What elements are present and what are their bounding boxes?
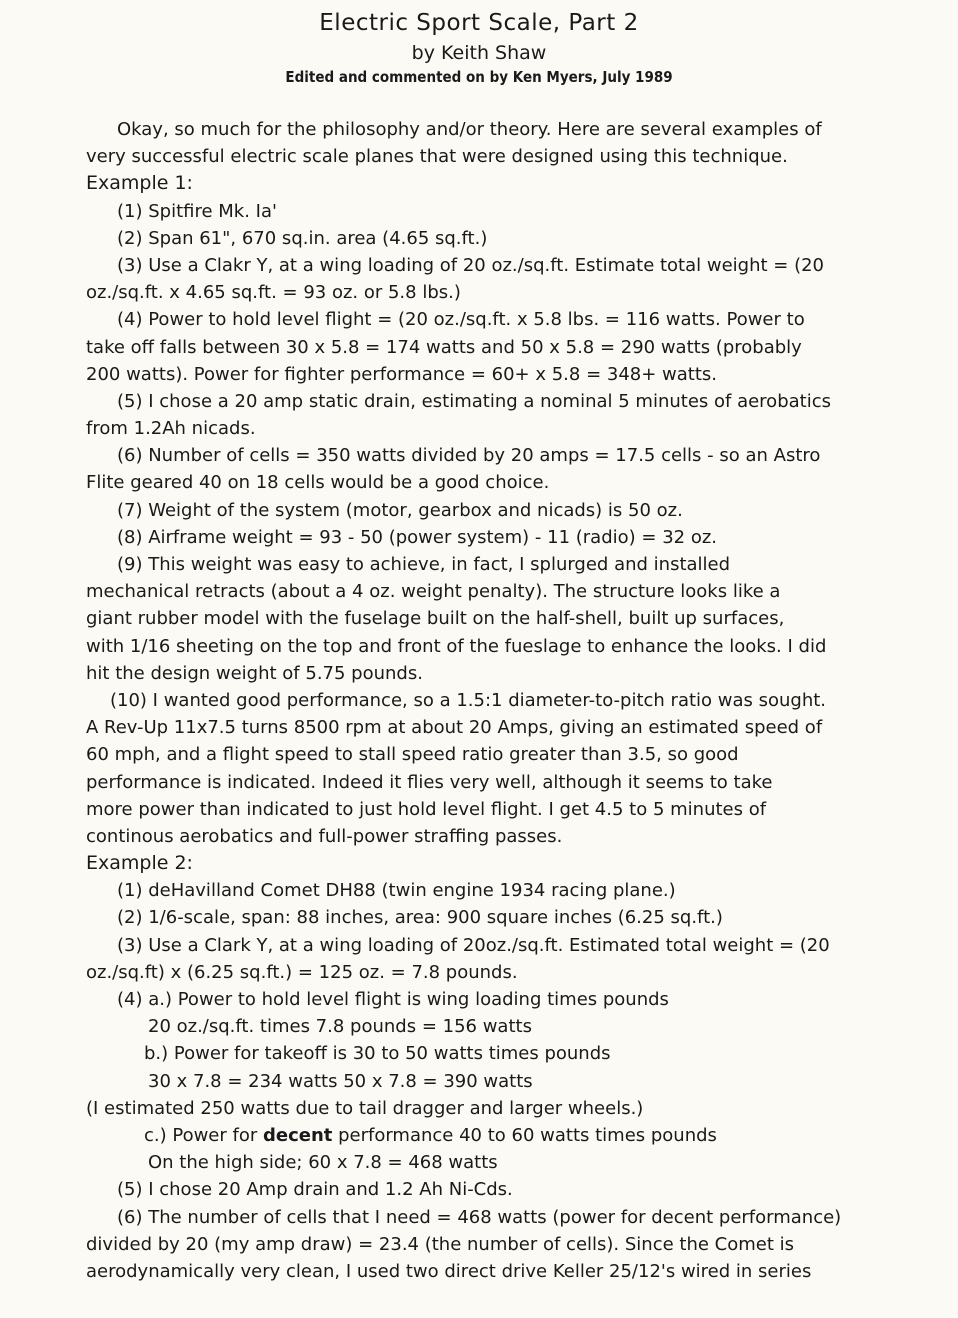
article-title: Electric Sport Scale, Part 2 bbox=[319, 10, 639, 36]
text-line bbox=[86, 306, 886, 333]
text-line bbox=[86, 442, 886, 469]
line-text: 30 x 7.8 = 234 watts 50 x 7.8 = 390 watts bbox=[148, 1070, 533, 1092]
line-text: with 1/16 sheeting on the top and front of the fueslage to enhance the looks. I did bbox=[86, 635, 827, 657]
text-line bbox=[86, 361, 886, 388]
text-line bbox=[86, 741, 886, 768]
text-line bbox=[86, 279, 886, 306]
text-line bbox=[86, 796, 886, 823]
text-line bbox=[86, 388, 886, 415]
line-text: (7) Weight of the system (motor, gearbox and nicads) is 50 oz. bbox=[117, 499, 683, 521]
line-text: oz./sq.ft) x (6.25 sq.ft.) = 125 oz. = 7.8 pounds. bbox=[86, 961, 518, 983]
text-line bbox=[86, 1068, 886, 1095]
line-text: (5) I chose 20 Amp drain and 1.2 Ah Ni-Cds. bbox=[117, 1179, 513, 1201]
article-byline: by Keith Shaw bbox=[411, 42, 547, 64]
line-text: (1) Spitfire Mk. Ia' bbox=[117, 200, 277, 222]
text-line bbox=[86, 823, 886, 850]
line-text: very successful electric scale planes that were designed using this technique. bbox=[86, 146, 788, 168]
line-text: A Rev-Up 11x7.5 turns 8500 rpm at about 20 Amps, giving an estimated speed of bbox=[86, 717, 823, 739]
line-text: 20 oz./sq.ft. times 7.8 pounds = 156 watts bbox=[148, 1016, 532, 1038]
line-text: Example 2: bbox=[86, 852, 193, 875]
line-text: (1) deHavilland Comet DH88 (twin engine 1934 racing plane.) bbox=[117, 880, 676, 902]
text-line bbox=[86, 1122, 886, 1149]
line-text: (9) This weight was easy to achieve, in fact, I splurged and installed bbox=[117, 554, 731, 575]
text-line bbox=[86, 198, 886, 225]
text-line bbox=[86, 687, 886, 714]
line-text: On the high side; 60 x 7.8 = 468 watts bbox=[148, 1152, 498, 1174]
line-text: more power than indicated to just hold level flight. I get 4.5 to 5 minutes of bbox=[86, 798, 767, 820]
text-line bbox=[86, 904, 886, 931]
line-text: take off falls between 30 x 5.8 = 174 watts and 50 x 5.8 = 290 watts (probably bbox=[86, 336, 802, 358]
text-line bbox=[86, 1013, 886, 1040]
text-line bbox=[86, 1231, 886, 1258]
line-text: (3) Use a Clakr Y, at a wing loading of 20 oz./sq.ft. Estimate total weight = (20 bbox=[117, 254, 825, 276]
text-line bbox=[86, 959, 886, 986]
text-line bbox=[86, 1040, 886, 1067]
text-line bbox=[86, 578, 886, 605]
line-text: aerodynamically very clean, I used two direct drive Keller 25/12's wired in series bbox=[86, 1260, 812, 1282]
line-text: (6) The number of cells that I need = 468 watts (power for decent performance) bbox=[117, 1206, 842, 1228]
text-line bbox=[86, 1204, 886, 1231]
line-text: divided by 20 (my amp draw) = 23.4 (the number of cells). Since the Comet is bbox=[86, 1233, 795, 1255]
emphasized-word: decent bbox=[262, 1124, 333, 1146]
line-text: performance is indicated. Indeed it flies very well, although it seems to take bbox=[86, 771, 773, 793]
text-line bbox=[86, 1258, 886, 1285]
text-line bbox=[86, 932, 886, 959]
line-text: mechanical retracts (about a 4 oz. weight penalty). The structure looks like a bbox=[86, 581, 781, 603]
text-line bbox=[86, 334, 886, 361]
text-line bbox=[86, 1095, 886, 1122]
section-heading bbox=[86, 170, 886, 197]
article-body bbox=[86, 116, 886, 1285]
text-line bbox=[86, 660, 886, 687]
text-line bbox=[86, 714, 886, 741]
line-text: (3) Use a Clark Y, at a wing loading of 20oz./sq.ft. Estimated total weight = (20 bbox=[117, 934, 830, 956]
line-text: Example 1: bbox=[86, 172, 193, 195]
line-text: c.) Power for bbox=[144, 1124, 263, 1146]
text-line bbox=[86, 877, 886, 904]
line-text: (5) I chose a 20 amp static drain, estimating a nominal 5 minutes of aerobatics bbox=[117, 390, 831, 412]
line-text: oz./sq.ft. x 4.65 sq.ft. = 93 oz. or 5.8 lbs.) bbox=[86, 282, 461, 304]
text-line bbox=[86, 1176, 886, 1203]
edited-note: Edited and commented on by Ken Myers, July 1989 bbox=[285, 68, 673, 86]
line-text: Okay, so much for the philosophy and/or theory. Here are several examples of bbox=[117, 119, 822, 140]
text-line bbox=[86, 605, 886, 632]
line-text: (I estimated 250 watts due to tail dragger and larger wheels.) bbox=[86, 1097, 644, 1119]
line-text: 200 watts). Power for fighter performance = 60+ x 5.8 = 348+ watts. bbox=[86, 363, 717, 385]
text-line bbox=[86, 769, 886, 796]
line-text: b.) Power for takeoff is 30 to 50 watts times pounds bbox=[144, 1043, 611, 1065]
line-text: (2) 1/6-scale, span: 88 inches, area: 900 square inches (6.25 sq.ft.) bbox=[117, 907, 723, 929]
line-text: (4) a.) Power to hold level flight is wing loading times pounds bbox=[117, 989, 669, 1010]
text-line bbox=[86, 1149, 886, 1176]
text-line bbox=[86, 524, 886, 551]
text-line bbox=[86, 415, 886, 442]
line-text: giant rubber model with the fuselage built on the half-shell, built up surfaces, bbox=[86, 608, 785, 630]
line-text: (4) Power to hold level flight = (20 oz./sq.ft. x 5.8 lbs. = 116 watts. Power to bbox=[117, 309, 805, 331]
line-text: Flite geared 40 on 18 cells would be a good choice. bbox=[86, 472, 550, 494]
line-text-continued: performance 40 to 60 watts times pounds bbox=[332, 1124, 717, 1146]
text-line bbox=[86, 225, 886, 252]
text-line bbox=[86, 551, 886, 578]
line-text: (10) I wanted good performance, so a 1.5:1 diameter-to-pitch ratio was sought. bbox=[110, 689, 827, 711]
text-line bbox=[86, 252, 886, 279]
line-text: from 1.2Ah nicads. bbox=[86, 418, 256, 440]
line-text: (8) Airframe weight = 93 - 50 (power system) - 11 (radio) = 32 oz. bbox=[117, 526, 718, 548]
line-text: 60 mph, and a flight speed to stall speed ratio greater than 3.5, so good bbox=[86, 744, 739, 766]
text-line bbox=[86, 497, 886, 524]
line-text: hit the design weight of 5.75 pounds. bbox=[86, 662, 423, 684]
text-line bbox=[86, 469, 886, 496]
line-text: (6) Number of cells = 350 watts divided by 20 amps = 17.5 cells - so an Astro bbox=[117, 445, 821, 467]
text-line bbox=[86, 633, 886, 660]
text-line bbox=[86, 143, 886, 170]
line-text: (2) Span 61", 670 sq.in. area (4.65 sq.ft.) bbox=[117, 227, 488, 249]
line-text: continous aerobatics and full-power straffing passes. bbox=[86, 825, 563, 847]
section-heading bbox=[86, 850, 886, 877]
text-line bbox=[86, 986, 886, 1013]
text-line bbox=[86, 116, 886, 143]
